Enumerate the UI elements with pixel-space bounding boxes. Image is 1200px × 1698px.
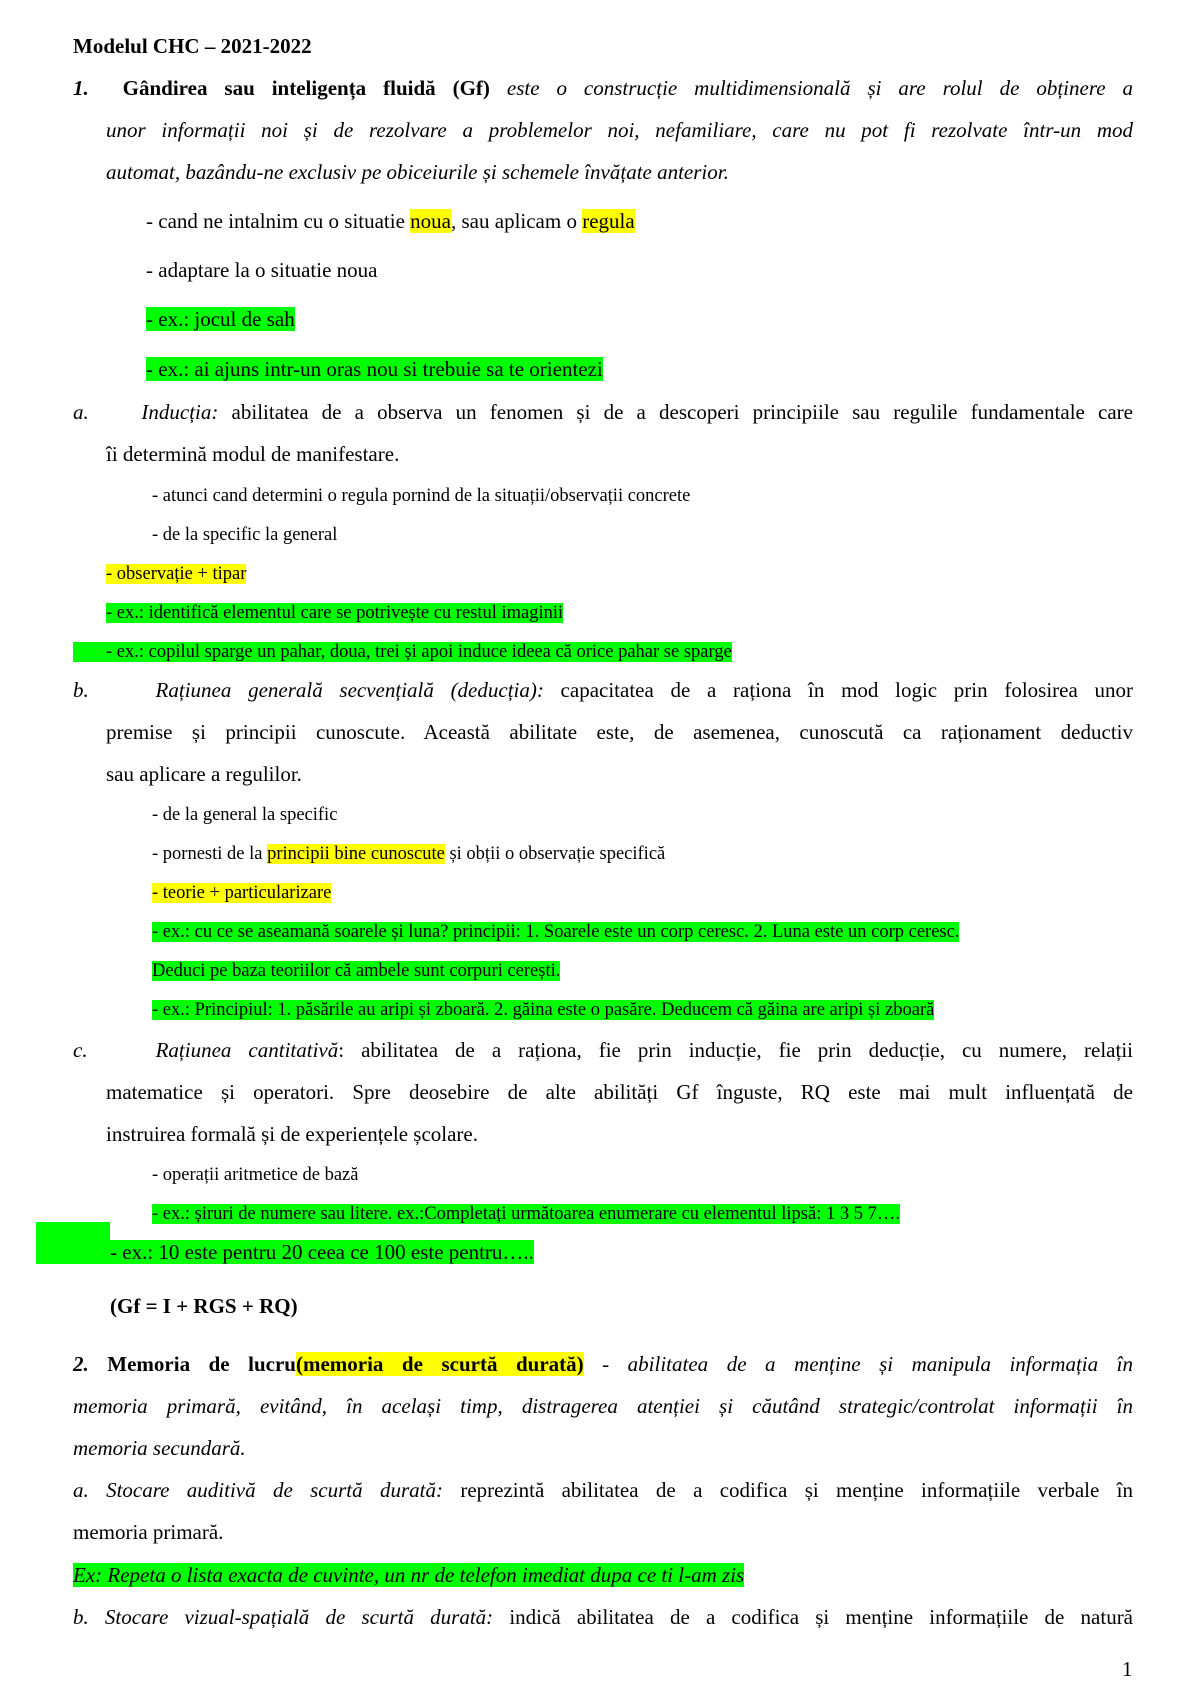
deduction-definition-line-1: b. Rațiunea generală secvențială (deducția): capacitatea de a raționa în mod logic prin folosirea unor	[73, 678, 1133, 702]
quantitative-definition-line-2: matematice și operatori. Spre deosebire de alte abilități Gf înguste, RQ este mai mult influențată de	[106, 1080, 1133, 1104]
section-1-definition-line-1: 1. Gândirea sau inteligența fluidă (Gf) este o construcție multidimensională și are rolul de obținere a	[73, 76, 1134, 100]
deduction-definition-line-3: sau aplicare a regulilor.	[106, 762, 302, 786]
induction-definition-line-2: îi determină modul de manifestare.	[106, 442, 400, 466]
section-2-definition-line-1: 2. Memoria de lucru(memoria de scurtă durată) - abilitatea de a menține și manipula informația în	[73, 1352, 1134, 1376]
deduction-example-1-line-1: - ex.: cu ce se aseamană soarele și luna? principii: 1. Soarele este un corp ceresc. 2. Luna este un corp ceresc.	[152, 922, 960, 942]
auditory-storage-example: Ex: Repeta o lista exacta de cuvinte, un nr de telefon imediat dupa ce ti l-am zis	[73, 1563, 745, 1587]
section-2-definition-line-3: memoria secundară.	[73, 1436, 246, 1460]
document-title: Modelul CHC – 2021-2022	[73, 34, 312, 58]
deduction-example-2: - ex.: Principiul: 1. păsările au aripi și zboară. 2. găina este o pasăre. Deducem că găina are aripi și zboară	[152, 1000, 935, 1020]
deduction-bullet-1: - de la general la specific	[152, 805, 338, 825]
quantitative-example-1: - ex.: șiruri de numere sau litere. ex.:Completați următoarea enumerare cu elementul lipsă: 1 3 5 7….	[152, 1204, 900, 1224]
section-1-definition-line-3: automat, bazându-ne exclusiv pe obiceiurile și schemele învățate anterior.	[106, 160, 729, 184]
visuospatial-storage-line-1: b. Stocare vizual-spațială de scurtă durată: indică abilitatea de a codifica și menține informațiile de natură	[73, 1605, 1134, 1629]
gf-formula: (Gf = I + RGS + RQ)	[110, 1294, 298, 1318]
induction-example-1: - ex.: identifică elementul care se potrivește cu restul imaginii	[106, 603, 564, 623]
deduction-bullet-3: - teorie + particularizare	[152, 883, 332, 903]
section-2-definition-line-2: memoria primară, evitând, în același timp, distragerea atenției și căutând strategic/controlat informații în	[73, 1394, 1133, 1418]
quantitative-definition-line-1: c. Rațiunea cantitativă: abilitatea de a raționa, fie prin inducție, fie prin deducție, cu numere, relații	[73, 1038, 1133, 1062]
section-1-bullet-1: - cand ne intalnim cu o situatie noua, sau aplicam o regula	[146, 209, 635, 233]
induction-example-2: - ex.: copilul sparge un pahar, doua, trei și apoi induce ideea că orice pahar se sparge	[73, 638, 732, 666]
induction-bullet-1: - atunci cand determini o regula pornind de la situații/observații concrete	[152, 486, 691, 506]
section-1-example-1: - ex.: jocul de sah	[146, 307, 295, 331]
deduction-definition-line-2: premise și principii cunoscute. Această abilitate este, de asemenea, cunoscută ca raționament deductiv	[106, 720, 1133, 744]
deduction-example-1-line-2: Deduci pe baza teoriilor că ambele sunt corpuri cerești.	[152, 961, 561, 981]
section-1-definition-line-2: unor informații noi și de rezolvare a problemelor noi, nefamiliare, care nu pot fi rezolvate într-un mod	[106, 118, 1133, 142]
induction-bullet-3: - observație + tipar	[106, 564, 247, 584]
auditory-storage-line-1: a. Stocare auditivă de scurtă durată: reprezintă abilitatea de a codifica și menține informațiile verbale în	[73, 1478, 1133, 1502]
section-1-example-2: - ex.: ai ajuns intr-un oras nou si trebuie sa te orientezi	[146, 357, 603, 381]
quantitative-example-2: - ex.: 10 este pentru 20 ceea ce 100 este pentru…..	[110, 1240, 534, 1264]
quantitative-bullet-1: - operații aritmetice de bază	[152, 1165, 359, 1185]
page-number: 1	[1122, 1657, 1133, 1681]
section-1-bullet-2: - adaptare la o situatie noua	[146, 258, 378, 282]
quantitative-definition-line-3: instruirea formală și de experiențele școlare.	[106, 1122, 478, 1146]
induction-definition-line-1: a. Inducția: abilitatea de a observa un fenomen și de a descoperi principiile sau regulile fundamentale care	[73, 400, 1133, 424]
auditory-storage-line-2: memoria primară.	[73, 1520, 224, 1544]
induction-bullet-2: - de la specific la general	[152, 525, 338, 545]
green-highlight-block	[36, 1222, 110, 1264]
deduction-bullet-2: - pornesti de la principii bine cunoscute și obții o observație specifică	[152, 844, 666, 864]
